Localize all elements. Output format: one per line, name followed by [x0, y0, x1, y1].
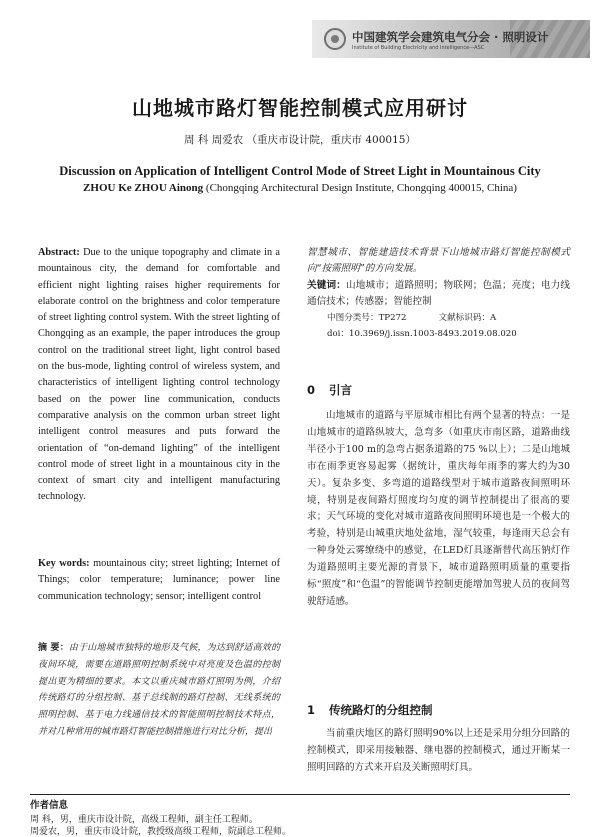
section-1-heading: [307, 702, 433, 718]
abstract-cn-text: 由于山地城市独特的地形及气候，为达到舒适高效的夜间环境，需要在道路照明控制系统中对亮度及色温的控制提出更为精细的要求。本文以重庆城市路灯照明为例，介绍传统路灯的分组控制、基于总线制的路灯控制、无线系统的照明控制、基于电力线通信技术的智能照明控制技术特点，并对几种常用的城市路灯智能控制措施进行对比分析，提出: [38, 643, 280, 737]
author-info-title: 作者信息: [30, 800, 69, 811]
abstract-en-text: Due to the unique topography and climate in a mountainous city, the demand for comfortable and efficient night lighting raises higher requirements for elaborate control on the brightness and color temperature of street lighting control system. With the street lighting of Chongqing as an example, the paper introduces the group control on the traditional street light, light control based on the bus-mode, lighting control of wireless system, and characteristics of intelligent lighting control technology based on the power line communication, conducts comparative analysis on the common urban street light intelligent control measures and puts forward the orientation of “on-demand lighting” of the intelligent control mode of street light in a mountainous city in the context of smart city and intelligent manufacturing technology.: [38, 247, 280, 503]
keywords-cn-label: 关键词：: [307, 279, 346, 291]
abstract-cn-label: 摘 要：: [38, 643, 69, 653]
author-info-line-2: 周爱农，男，重庆市设计院，教授级高级工程师，院副总工程师。: [30, 827, 292, 837]
doi: doi：10.3969/j.issn.1003-8493.2019.08.020: [327, 329, 517, 340]
right-column-abstract: [307, 245, 570, 342]
footer-divider: [30, 794, 570, 795]
author-affiliation-en: (Chongqing Architectural Design Institute, Chongqing 400015, China): [203, 182, 517, 194]
paper-title-cn: 山地城市路灯智能控制模式应用研讨: [132, 96, 468, 120]
section-0-title: 引言: [329, 383, 352, 397]
document-code: 文献标识码：A: [438, 313, 497, 324]
journal-section-title: 中国建筑学会建筑电气分会 · 照明设计: [352, 30, 549, 44]
abstract-en-label: Abstract:: [38, 247, 80, 258]
author-info-line-1: 周 科，男，重庆市设计院，高级工程师，副主任工程师。: [30, 815, 258, 825]
society-logo-icon: [324, 28, 346, 50]
authors-cn: 周 科 周爱农 （重庆市设计院，重庆市 400015）: [184, 134, 416, 146]
abstract-en: [38, 245, 280, 506]
section-0-heading: [307, 382, 352, 398]
section-1-title: 传统路灯的分组控制: [329, 703, 433, 717]
section-1-number: 1: [307, 703, 316, 717]
authors-en: [0, 182, 600, 194]
abstract-cn-continued: 智慧城市、智能建造技术背景下山地城市路灯智能控制模式向“按需照明”的方向发展。: [307, 247, 570, 275]
keywords-cn: [307, 278, 570, 311]
section-0-paragraph: 山地城市的道路与平原城市相比有两个显著的特点：一是山地城市的道路纵坡大，急弯多（如重庆市南区路，道路曲线半径小于100 m的急弯占据条道路的75 %以上）；二是山地城市在雨季更容易起雾（据统计，重庆每年雨季的雾大约为30天）。复杂多变、多弯道的道路线型对于城市道路夜间照明环境，特别是夜间路灯照度均匀度的调节控制提出了很高的要求；天气环境的变化对城市道路夜间照明环境也是一个极大的考验，特别是山城重庆地处盆地，湿气较重，每逢雨天总会有一种身处云雾缭绕中的感觉，在LED灯具逐渐替代高压钠灯作为道路照明主要光源的背景下，城市道路照明质量的重要指标“照度”和“色温”的智能调节控制更能增加驾驶人员的夜间驾驶舒适感。: [307, 410, 570, 607]
keywords-en: [38, 556, 280, 605]
section-1-paragraph: 当前重庆地区的路灯照明90%以上还是采用分组分回路的控制模式，即采用接触器、继电器的控制模式，通过开断某一照明回路的方式来开启及关断照明灯具。: [307, 728, 570, 773]
section-0-number: 0: [307, 383, 316, 397]
keywords-en-label: Key words:: [38, 558, 90, 569]
author-names-en: ZHOU Ke ZHOU Ainong: [83, 182, 204, 194]
paper-title-en: Discussion on Application of Intelligent Control Mode of Street Light in Mountainous City: [59, 164, 541, 178]
journal-header-banner: [312, 20, 590, 58]
keywords-en-text: mountainous city; street lighting; Internet of Things; color temperature; luminance; power line communication technology; sensor; intelligent control: [38, 558, 280, 602]
keywords-cn-text: 山地城市；道路照明；物联网；色温；亮度；电力线通信技术；传感器；智能控制: [307, 279, 571, 307]
journal-org-english: Institute of Building Electricity and Intelligence—ASC: [352, 45, 485, 51]
abstract-cn: [38, 640, 280, 741]
clc-number: 中图分类号：TP272: [327, 313, 407, 324]
classification-line: [307, 310, 570, 326]
